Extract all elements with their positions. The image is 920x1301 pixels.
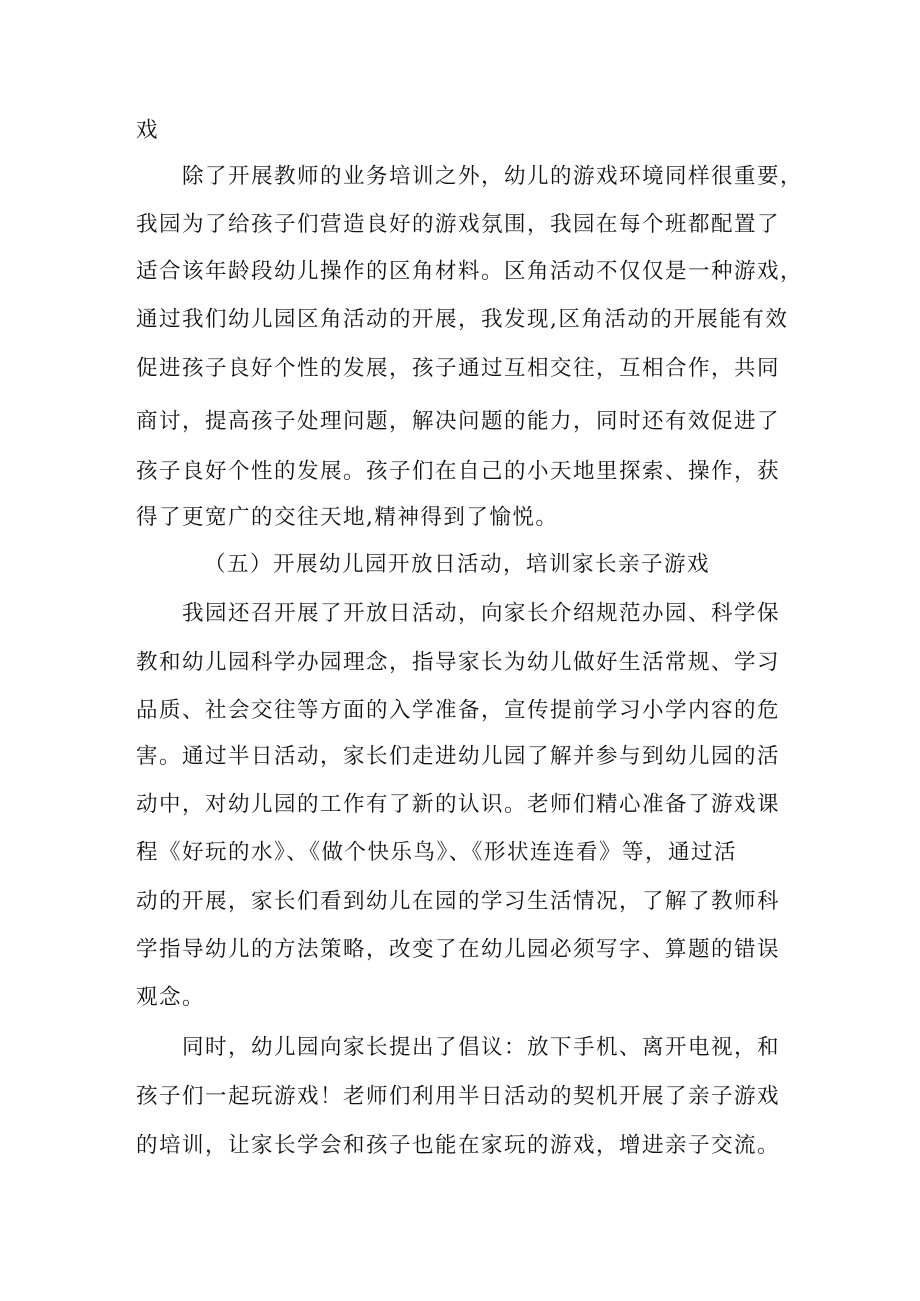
text-line: 商讨，提高孩子处理问题，解决问题的能力，同时还有效促进了 (136, 409, 781, 434)
section-heading: （五）开展幼儿园开放日活动，培训家长亲子游戏 (204, 552, 711, 577)
text-line: 戏 (136, 118, 160, 143)
text-line: 的培训，让家长学会和孩子也能在家玩的游戏，增进亲子交流。 (136, 1133, 781, 1158)
text-line: 促进孩子良好个性的发展，孩子通过互相交往，互相合作，共同 (136, 356, 781, 381)
text-line: 通过我们幼儿园区角活动的开展，我发现,区角活动的开展能有效 (136, 307, 789, 332)
text-line: 得了更宽广的交往天地,精神得到了愉悦。 (136, 505, 559, 530)
text-line: 学指导幼儿的方法策略，改变了在幼儿园必须写字、算题的错误 (136, 937, 781, 962)
paragraph-first-line: 除了开展教师的业务培训之外，幼儿的游戏环境同样很重要， (182, 164, 804, 189)
text-line: 教和幼儿园科学办园理念，指导家长为幼儿做好生活常规、学习 (136, 650, 781, 675)
paragraph-first-line: 同时，幼儿园向家长提出了倡议：放下手机、离开电视，和 (182, 1035, 781, 1060)
text-line: 品质、社会交往等方面的入学准备，宣传提前学习小学内容的危 (136, 698, 781, 723)
text-line: 观念。 (136, 985, 206, 1010)
text-line: 害。通过半日活动，家长们走进幼儿园了解并参与到幼儿园的活 (136, 744, 781, 769)
text-line: 孩子们一起玩游戏！老师们利用半日活动的契机开展了亲子游戏 (136, 1084, 781, 1109)
text-line: 程《好玩的水》、《做个快乐鸟》、《形状连连看》等，通过活 (136, 840, 738, 865)
text-line: 动的开展，家长们看到幼儿在园的学习生活情况，了解了教师科 (136, 889, 781, 914)
paragraph-first-line: 我园还召开展了开放日活动，向家长介绍规范办园、科学保 (182, 601, 781, 626)
text-line: 孩子良好个性的发展。孩子们在自己的小天地里探索、操作，获 (136, 459, 781, 484)
text-line: 适合该年龄段幼儿操作的区角材料。区角活动不仅仅是一种游戏， (136, 259, 804, 284)
text-line: 我园为了给孩子们营造良好的游戏氛围，我园在每个班都配置了 (136, 212, 781, 237)
text-line: 动中，对幼儿园的工作有了新的认识。老师们精心准备了游戏课 (136, 792, 781, 817)
